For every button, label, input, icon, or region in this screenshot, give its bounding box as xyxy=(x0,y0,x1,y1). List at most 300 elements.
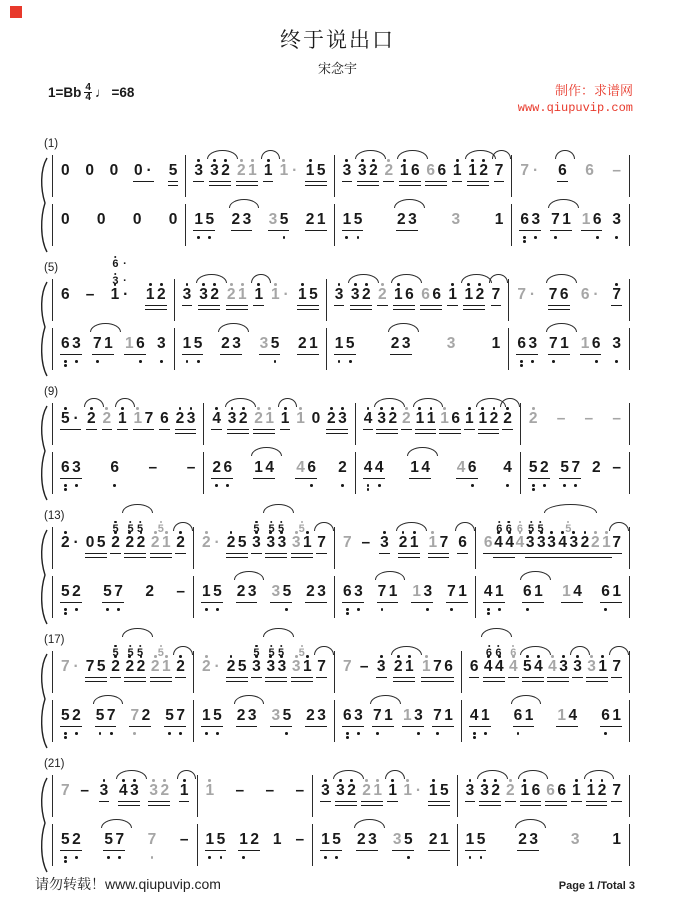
note-token xyxy=(206,776,215,817)
note-digit: 4 xyxy=(364,404,373,445)
note-digit: 5 xyxy=(136,518,144,535)
beam-line xyxy=(357,181,379,182)
note-digit: 6 xyxy=(437,162,447,179)
note-digit: 6 xyxy=(516,518,524,535)
beam-line xyxy=(259,354,281,355)
upper-voice-notes xyxy=(112,518,120,535)
note-token xyxy=(397,205,417,246)
beam-line xyxy=(110,677,121,678)
note-token xyxy=(518,825,538,866)
stave-brace-icon xyxy=(37,405,50,501)
note-digit: 0 xyxy=(168,211,178,228)
note-digit: 5 xyxy=(61,701,70,742)
note-digit: 1 xyxy=(194,205,203,246)
note-digit: 7 xyxy=(612,534,621,551)
note-digit: 2 xyxy=(362,280,371,321)
note-digit: – xyxy=(235,782,245,799)
note-digit: 3 xyxy=(72,453,81,494)
note-digit: 3 xyxy=(537,528,546,569)
beam-line xyxy=(251,553,262,554)
note-digit: 5 xyxy=(252,642,260,659)
beam-line xyxy=(95,726,117,727)
note-digit: 3 xyxy=(271,707,281,724)
slur-tie-arc xyxy=(370,695,401,704)
note-digit: – xyxy=(556,410,566,427)
beam-line xyxy=(193,181,204,182)
note-digit: 4 xyxy=(503,453,512,494)
note-token xyxy=(271,577,291,618)
beam-line xyxy=(265,557,287,558)
slur-tie-arc xyxy=(314,522,334,531)
beam-line xyxy=(572,677,583,678)
beam-line xyxy=(439,429,461,430)
measure-number: (17) xyxy=(44,634,65,646)
note-digit: – xyxy=(148,459,158,476)
beam-line xyxy=(211,429,222,430)
note-digit: 1 xyxy=(309,335,318,352)
note-digit: 7 xyxy=(115,825,124,866)
note-token xyxy=(212,453,232,494)
beam-line xyxy=(102,429,113,430)
note-token xyxy=(612,404,621,445)
note-token xyxy=(612,453,621,494)
note-token xyxy=(86,280,95,321)
note-token xyxy=(506,776,515,817)
beam-line xyxy=(60,429,81,430)
slur-tie-arc xyxy=(225,398,256,407)
beam-line xyxy=(110,553,121,554)
beam-line xyxy=(548,309,570,310)
beam-line xyxy=(334,305,345,306)
note-digit: 3 xyxy=(354,577,363,618)
beam-line xyxy=(268,230,290,231)
note-token xyxy=(457,453,477,494)
note-digit: 3 xyxy=(351,280,360,321)
note-digit: 4 xyxy=(548,652,557,693)
note-digit: 5 xyxy=(112,518,120,535)
note-token xyxy=(134,156,153,197)
note-digit: · xyxy=(283,286,289,303)
bottom-measure xyxy=(461,700,630,742)
note-token xyxy=(291,523,312,569)
beam-line xyxy=(150,553,172,554)
note-token xyxy=(306,205,326,246)
beam-line xyxy=(297,305,319,306)
note-digit: 1 xyxy=(440,404,449,445)
bottom-measure xyxy=(355,452,520,494)
beam-line xyxy=(124,354,146,355)
upper-voice-notes xyxy=(127,518,145,535)
note-digit: 1 xyxy=(111,280,120,321)
beam-line xyxy=(193,230,215,231)
note-token xyxy=(394,280,414,321)
slur-tie-arc xyxy=(263,504,294,513)
note-digit: · xyxy=(593,286,599,303)
note-digit: 3 xyxy=(401,335,411,352)
beam-line xyxy=(586,801,608,802)
beam-line xyxy=(291,557,313,558)
note-digit: 1 xyxy=(118,404,127,445)
note-token xyxy=(343,156,352,197)
note-digit: 7 xyxy=(491,286,501,303)
note-digit: 2 xyxy=(221,156,230,197)
beam-line xyxy=(525,553,547,554)
note-digit: 3 xyxy=(532,205,541,246)
slur-tie-arc xyxy=(546,323,577,332)
note-digit: 3 xyxy=(570,528,579,569)
note-digit: 1 xyxy=(422,652,431,693)
note-digit: 0 xyxy=(132,211,142,228)
beam-line xyxy=(316,677,327,678)
note-token xyxy=(448,280,457,321)
note-token xyxy=(492,329,501,370)
measure-grid xyxy=(52,647,630,742)
note-digit: 1 xyxy=(254,280,263,321)
note-digit: 2 xyxy=(227,652,236,693)
note-digit: 5 xyxy=(283,701,292,742)
slur-tie-arc xyxy=(207,150,238,159)
note-digit: 6 xyxy=(520,205,529,246)
bottom-measure xyxy=(174,328,326,370)
note-digit: 2 xyxy=(221,335,230,352)
note-token xyxy=(612,329,621,370)
note-token xyxy=(169,205,178,246)
note-token xyxy=(394,652,414,693)
note-digit: 2 xyxy=(598,776,607,817)
note-digit: 6 xyxy=(580,286,590,303)
note-token xyxy=(160,404,169,445)
note-digit: 5 xyxy=(206,205,215,246)
note-token xyxy=(291,647,312,693)
note-digit: 5 xyxy=(112,642,120,659)
note-token xyxy=(468,156,488,197)
beam-line xyxy=(133,429,155,430)
note-digit: 2 xyxy=(72,577,81,618)
note-token xyxy=(465,404,474,445)
note-digit: 6 xyxy=(585,162,594,179)
beam-line xyxy=(198,309,220,310)
beam-line xyxy=(326,433,348,434)
note-token xyxy=(503,404,512,445)
page-indicator: Page 1 /Total 3 xyxy=(558,880,635,892)
note-token xyxy=(312,404,321,445)
beam-line xyxy=(600,602,622,603)
beam-line xyxy=(399,185,421,186)
beam-line xyxy=(253,478,275,479)
note-digit: 1 xyxy=(162,528,171,569)
beam-line xyxy=(457,553,468,554)
note-digit: 1 xyxy=(439,831,449,848)
note-digit: 2 xyxy=(202,528,211,569)
note-token xyxy=(194,156,203,197)
slur-tie-arc xyxy=(196,274,227,283)
beam-line xyxy=(377,305,388,306)
note-digit: 2 xyxy=(72,825,81,866)
top-measure xyxy=(52,403,203,445)
note-token xyxy=(254,404,274,445)
beam-line xyxy=(390,354,412,355)
note-token xyxy=(421,280,441,321)
note-token xyxy=(317,652,326,693)
note-digit: 3 xyxy=(100,776,109,817)
footer-warning: 请勿转载！www.qiupuvip.com xyxy=(35,876,221,892)
note-digit: 5 xyxy=(404,825,413,866)
note-token xyxy=(466,776,475,817)
note-token xyxy=(503,453,512,494)
note-digit: 3 xyxy=(271,583,281,600)
beam-line xyxy=(393,677,415,678)
note-token xyxy=(403,701,423,742)
system-21 xyxy=(44,758,630,866)
note-digit: 0 xyxy=(85,162,94,179)
note-token xyxy=(148,825,157,866)
note-token xyxy=(551,205,571,246)
beam-line xyxy=(478,433,500,434)
note-digit: 7 xyxy=(342,534,352,551)
beam-line xyxy=(291,553,313,554)
top-measure xyxy=(193,647,334,693)
beam-line xyxy=(494,181,505,182)
note-token xyxy=(169,156,178,197)
beam-line xyxy=(350,309,372,310)
note-token xyxy=(343,701,363,742)
meta-row xyxy=(48,83,633,117)
beam-line xyxy=(545,805,567,806)
beam-line xyxy=(270,602,292,603)
top-measure xyxy=(203,403,354,445)
top-measure xyxy=(197,775,313,817)
note-digit: 2 xyxy=(212,453,221,494)
note-digit: 5 xyxy=(527,518,535,535)
beam-line xyxy=(428,557,450,558)
beam-line xyxy=(265,681,287,682)
note-digit: 1 xyxy=(410,528,419,569)
measure-number: (1) xyxy=(44,138,59,150)
slur-tie-arc xyxy=(261,150,281,159)
note-token xyxy=(433,701,453,742)
note-token xyxy=(422,652,453,693)
note-digit: 3 xyxy=(528,329,537,370)
note-digit: 5 xyxy=(332,825,341,866)
note-digit: 1 xyxy=(394,280,403,321)
note-digit: 3 xyxy=(247,707,257,724)
note-token xyxy=(165,701,185,742)
note-token xyxy=(380,528,389,569)
note-digit: 5 xyxy=(346,329,355,370)
note-digit: 2 xyxy=(338,453,347,494)
bottom-measure xyxy=(52,204,185,246)
note-digit: 4 xyxy=(484,577,493,618)
upper-voice-notes xyxy=(485,642,503,659)
top-measure xyxy=(334,527,475,569)
beam-line xyxy=(220,354,242,355)
note-digit: 7 xyxy=(551,205,560,246)
note-digit: 5 xyxy=(136,642,144,659)
tempo-value: =68 xyxy=(111,85,135,100)
beam-line xyxy=(548,305,570,306)
slur-tie-arc xyxy=(348,274,379,283)
beam-line xyxy=(513,726,535,727)
bottom-measure xyxy=(193,576,334,618)
note-digit: 4 xyxy=(534,652,543,693)
note-token xyxy=(110,156,119,197)
note-token xyxy=(388,776,397,817)
note-digit: 2 xyxy=(231,211,241,228)
note-token xyxy=(582,205,602,246)
note-digit: · xyxy=(123,286,129,303)
note-token xyxy=(61,404,80,445)
note-digit: 2 xyxy=(369,156,378,197)
beam-line xyxy=(465,801,476,802)
note-digit: 2 xyxy=(399,528,408,569)
stave-brace-icon xyxy=(37,529,50,625)
note-digit: 6 xyxy=(410,162,420,179)
note-digit: 6 xyxy=(458,534,467,551)
note-token xyxy=(558,156,567,197)
note-token xyxy=(523,652,543,693)
note-digit: 4 xyxy=(364,453,373,494)
note-digit: 5 xyxy=(213,701,222,742)
note-token xyxy=(429,776,449,817)
top-measure xyxy=(355,403,520,445)
note-token xyxy=(572,776,581,817)
bottom-measure xyxy=(52,700,193,742)
beam-line xyxy=(236,185,258,186)
beam-line xyxy=(226,681,248,682)
upper-voice-notes xyxy=(527,518,545,535)
note-digit: 3 xyxy=(526,528,535,569)
beam-line xyxy=(280,429,291,430)
note-digit: 1 xyxy=(495,577,504,618)
note-token xyxy=(393,825,413,866)
note-token xyxy=(239,825,259,866)
note-digit: 3 xyxy=(354,701,363,742)
note-digit: 2 xyxy=(176,528,185,569)
note-digit: 6 xyxy=(531,782,541,799)
note-token xyxy=(61,528,80,569)
beam-line xyxy=(129,726,151,727)
bottom-measure xyxy=(203,452,354,494)
beam-line xyxy=(124,553,146,554)
note-token xyxy=(125,647,146,693)
top-measure xyxy=(52,523,193,569)
beam-line xyxy=(376,429,398,430)
note-token xyxy=(612,776,621,817)
beam-line xyxy=(263,181,274,182)
note-digit: 1 xyxy=(306,156,315,197)
bottom-measure xyxy=(457,824,630,866)
note-token xyxy=(362,528,371,569)
note-token xyxy=(93,329,113,370)
note-digit: 6 xyxy=(523,577,532,618)
note-token xyxy=(612,528,621,569)
upper-voice-notes xyxy=(252,642,260,659)
top-measure xyxy=(511,155,630,197)
note-token xyxy=(111,523,120,569)
note-digit: 2 xyxy=(506,776,515,817)
note-token xyxy=(97,205,106,246)
note-token xyxy=(546,776,566,817)
note-digit: 3 xyxy=(72,329,81,370)
slur-tie-arc xyxy=(93,695,124,704)
note-token xyxy=(202,652,221,693)
note-token xyxy=(176,652,185,693)
beam-line xyxy=(291,677,313,678)
note-token xyxy=(187,453,196,494)
note-digit: 2 xyxy=(540,453,549,494)
note-digit: 2 xyxy=(347,776,356,817)
note-token xyxy=(86,652,106,693)
beam-line xyxy=(463,309,485,310)
beam-line xyxy=(209,181,231,182)
note-digit: 1 xyxy=(464,280,473,321)
beam-line xyxy=(611,677,622,678)
beam-line xyxy=(611,553,622,554)
note-digit: 3 xyxy=(242,211,252,228)
note-token xyxy=(410,453,430,494)
note-digit: · xyxy=(146,162,152,179)
note-digit: 5 xyxy=(268,642,276,659)
stave-brace-icon xyxy=(37,157,50,253)
note-token xyxy=(119,776,139,817)
note-token xyxy=(149,776,169,817)
slur-tie-arc xyxy=(173,522,193,531)
note-digit: 3 xyxy=(529,831,538,848)
note-digit: 0 xyxy=(61,162,70,179)
note-digit: 7 xyxy=(520,162,530,179)
note-digit: 5 xyxy=(103,577,112,618)
note-digit: 2 xyxy=(103,404,112,445)
slur-tie-arc xyxy=(90,323,121,332)
top-measure xyxy=(193,523,334,569)
note-token xyxy=(412,577,432,618)
note-digit: 4 xyxy=(296,459,305,476)
note-token xyxy=(321,825,341,866)
note-digit: 6 xyxy=(601,701,610,742)
slur-tie-arc xyxy=(391,646,422,655)
upper-voice-notes xyxy=(298,518,306,535)
beam-line xyxy=(428,850,450,851)
note-digit: 7 xyxy=(549,329,558,370)
beam-line xyxy=(439,433,461,434)
beam-line xyxy=(175,429,197,430)
note-token xyxy=(560,453,580,494)
note-token xyxy=(548,652,568,693)
note-token xyxy=(80,776,89,817)
note-digit: 7 xyxy=(61,658,70,675)
note-digit: 5 xyxy=(96,701,105,742)
beam-line xyxy=(586,677,608,678)
note-token xyxy=(571,825,580,866)
note-digit: 3 xyxy=(612,205,621,246)
note-token xyxy=(87,404,96,445)
note-digit: 1 xyxy=(444,707,453,724)
beam-line xyxy=(133,181,154,182)
beam-line xyxy=(297,354,319,355)
slur-tie-arc xyxy=(385,770,405,779)
beam-line xyxy=(377,602,399,603)
stave-brace-icon xyxy=(37,777,50,873)
beam-line xyxy=(85,677,107,678)
note-digit: 1 xyxy=(412,583,422,600)
beam-line xyxy=(586,805,608,806)
note-token xyxy=(104,825,124,866)
note-digit: 6 xyxy=(485,642,493,659)
note-token xyxy=(338,453,347,494)
note-token xyxy=(96,701,116,742)
beam-line xyxy=(236,602,258,603)
upper-voice-notes xyxy=(157,642,165,659)
